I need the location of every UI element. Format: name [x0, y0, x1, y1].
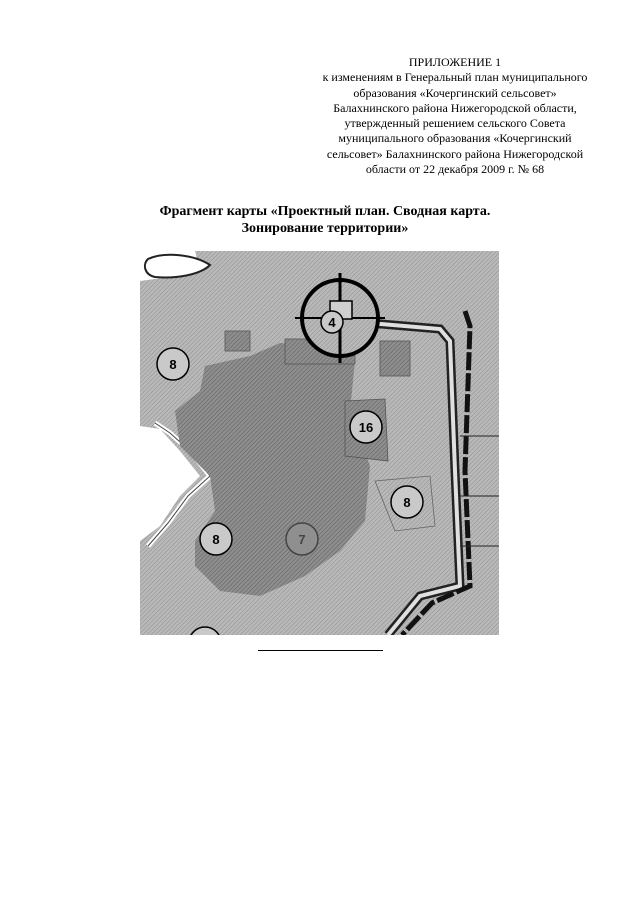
- zoning-map-fragment: [140, 251, 499, 635]
- zone-label-7-text: 7: [298, 532, 306, 547]
- zone-label-7: [286, 523, 318, 555]
- building-block: [380, 341, 410, 376]
- appendix-line: Балахнинского района Нижегородской области,: [333, 100, 577, 115]
- title-line-1: Фрагмент карты «Проектный план. Сводная карта.: [159, 204, 491, 219]
- appendix-line: утвержденный решением сельского Совета: [344, 116, 566, 131]
- appendix-line: области от 22 декабря 2009 г. № 68: [365, 162, 545, 177]
- appendix-line: ПРИЛОЖЕНИЕ 1: [408, 55, 502, 69]
- appendix-line: муниципального образования «Кочергинский: [338, 131, 572, 146]
- appendix-header: [290, 55, 620, 177]
- title-line-2: Зонирование территории»: [241, 221, 409, 236]
- zone-label-16: [350, 411, 382, 443]
- bottom-rule: [258, 650, 383, 651]
- zone-label-8-left-bottom-text: 8: [212, 532, 220, 547]
- zone-label-8-left-top-text: 8: [169, 357, 177, 372]
- zone-label-16-text: 16: [358, 420, 374, 435]
- appendix-line: к изменениям в Генеральный план муниципального: [322, 70, 588, 85]
- zone-label-4: [321, 311, 343, 333]
- zone-label-8-right-text: 8: [403, 495, 411, 510]
- appendix-line: сельсовет» Балахнинского района Нижегородской: [326, 146, 584, 161]
- zone-label-8-left-top: [157, 348, 189, 380]
- document-title: [120, 203, 530, 237]
- appendix-line: образования «Кочергинский сельсовет»: [353, 85, 557, 100]
- building-block: [225, 331, 250, 351]
- zone-label-4-text: 4: [328, 315, 336, 330]
- zone-label-8-left-bottom: [200, 523, 232, 555]
- zone-label-8-right: [391, 486, 423, 518]
